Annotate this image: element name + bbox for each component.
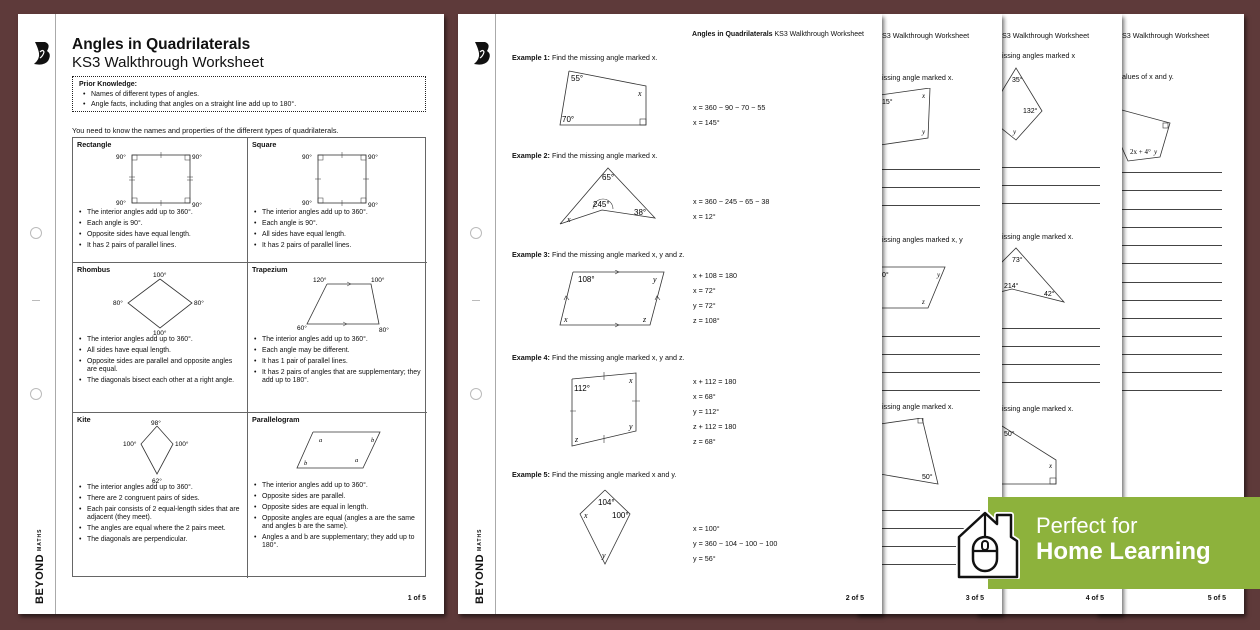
svg-text:108°: 108° [578, 275, 595, 284]
svg-text:42°: 42° [1044, 291, 1055, 298]
parallelogram-diagram [880, 264, 950, 312]
example-5-title: Example 5: Find the missing angle marked x and y. [512, 470, 677, 479]
punch-hole [470, 227, 482, 239]
svg-text:65°: 65° [602, 173, 615, 182]
example-5-diagram [578, 488, 638, 568]
example-4-title: Example 4: Find the missing angle marked x, y and z. [512, 353, 685, 362]
shape-cell-square [248, 138, 427, 263]
example-1-diagram [558, 69, 648, 129]
page-title: Angles in Quadrilaterals [72, 36, 251, 53]
shape-name: Parallelogram [252, 415, 300, 424]
svg-text:x: x [584, 511, 588, 520]
shape-cell-rectangle [73, 138, 248, 263]
svg-text:35°: 35° [1012, 77, 1023, 84]
svg-text:x: x [638, 89, 642, 98]
svg-text:2x + 4°: 2x + 4° [1130, 148, 1151, 156]
page-number: 3 of 5 [965, 595, 984, 602]
shape-fact: • Each angle is 90°. [77, 220, 243, 228]
shape-fact: • The interior angles add up to 360°. [252, 209, 423, 217]
prior-knowledge-item: • Angle facts, including that angles on a straight line add up to 180°. [79, 100, 419, 110]
shape-name: Rhombus [77, 265, 111, 274]
shape-fact: • Each angle is 90°. [252, 220, 423, 228]
shape-cell-kite [73, 413, 248, 578]
page-number: 4 of 5 [1085, 595, 1104, 602]
question-text: issing angles marked x, y [882, 235, 963, 244]
svg-text:z: z [643, 315, 647, 324]
svg-text:90°: 90° [301, 154, 312, 161]
svg-text:y: y [1154, 148, 1158, 156]
prior-knowledge-box [72, 76, 426, 112]
punch-hole [30, 388, 42, 400]
quadrilateral-diagram [880, 88, 940, 148]
shape-fact: • The interior angles add up to 360°. [77, 484, 243, 492]
page-subtitle: KS3 Walkthrough Worksheet [72, 54, 264, 71]
svg-text:80°: 80° [113, 300, 123, 307]
svg-text:y: y [653, 275, 657, 284]
svg-text:73°: 73° [1012, 257, 1023, 264]
svg-text:50°: 50° [922, 474, 933, 481]
svg-text:100°: 100° [175, 441, 189, 448]
banner-line-2: Home Learning [1036, 538, 1211, 565]
page-header: S3 Walkthrough Worksheet [1122, 31, 1210, 40]
example-2-title: Example 2: Find the missing angle marked x. [512, 151, 658, 160]
svg-text:90°: 90° [301, 200, 312, 207]
svg-text:112°: 112° [574, 384, 590, 393]
svg-text:90°: 90° [116, 154, 126, 161]
svg-text:y: y [1013, 128, 1017, 136]
punch-hole [470, 388, 482, 400]
svg-text:100°: 100° [153, 330, 167, 336]
svg-text:70°: 70° [562, 115, 575, 124]
rhombus-diagram [95, 270, 225, 336]
brand-wordmark: BEYONDMATHS [474, 528, 486, 604]
page-header: S3 Walkthrough Worksheet [882, 31, 970, 40]
question-text: issing angle marked x. [882, 73, 954, 82]
shape-fact: • The diagonals are perpendicular. [77, 536, 243, 544]
example-2-solution: x = 360 − 245 − 65 − 38 x = 12° [693, 197, 770, 221]
prior-knowledge-heading: Prior Knowledge: [79, 81, 137, 88]
svg-text:80°: 80° [194, 300, 204, 307]
example-4-solution: x + 112 = 180 x = 68° y = 112° z + 112 = 180 z = 68° [693, 377, 737, 446]
question-text: issing angle marked x. [1002, 232, 1074, 241]
shape-fact: • The diagonals bisect each other at a right angle. [77, 377, 243, 385]
example-2-diagram [558, 166, 658, 228]
prior-knowledge-item: • Names of different types of angles. [79, 90, 419, 100]
quadrilateral-diagram [880, 418, 950, 488]
beyond-logo-icon [32, 40, 52, 66]
svg-text:245°: 245° [593, 200, 610, 209]
svg-text:15°: 15° [882, 99, 893, 106]
shape-name: Trapezium [252, 265, 288, 274]
parallelogram-diagram [273, 422, 403, 482]
svg-text:b: b [303, 460, 307, 467]
shape-fact: • It has 2 pairs of parallel lines. [77, 242, 243, 250]
shape-fact: • The angles are equal where the 2 pairs meet. [77, 525, 243, 533]
example-3-solution: x + 108 = 180 x = 72° y = 72° z = 108° [693, 271, 737, 325]
shape-fact: • It has 2 pairs of parallel lines. [252, 242, 423, 250]
arrowhead-diagram [1000, 246, 1080, 306]
svg-text:104°: 104° [598, 498, 615, 507]
shape-fact: • The interior angles add up to 360°. [252, 336, 423, 344]
intro-text: You need to know the names and properties of the different types of quadrilaterals. [72, 126, 339, 135]
margin-line [55, 14, 56, 614]
svg-text:80°: 80° [378, 327, 389, 334]
shape-fact: • Each pair consists of 2 equal-length sides that are adjacent (they meet). [77, 506, 243, 523]
svg-text:60°: 60° [296, 325, 307, 332]
question-text: alues of x and y. [1122, 72, 1174, 81]
svg-text:y: y [602, 551, 606, 560]
kite-diagram [996, 66, 1056, 146]
svg-text:x: x [922, 92, 926, 100]
svg-text:b: b [370, 437, 374, 444]
trapezium-diagram [273, 270, 403, 336]
svg-text:x: x [629, 376, 633, 385]
shape-fact: • The interior angles add up to 360°. [252, 482, 423, 490]
svg-text:98°: 98° [151, 420, 161, 427]
svg-text:120°: 120° [312, 277, 326, 284]
shape-fact: • All sides have equal length. [77, 347, 243, 355]
svg-text:90°: 90° [192, 202, 202, 209]
svg-text:100°: 100° [612, 511, 629, 520]
svg-text:214°: 214° [1004, 283, 1019, 290]
svg-text:90°: 90° [367, 154, 378, 161]
svg-text:62°: 62° [152, 478, 162, 484]
svg-text:x: x [567, 215, 571, 224]
shape-fact: • Angles a and b are supplementary; they add up to 180°. [252, 534, 423, 551]
svg-text:132°: 132° [1023, 108, 1038, 115]
example-5-solution: x = 100° y = 360 − 104 − 100 − 100 y = 56° [693, 524, 778, 563]
punch-hole [30, 227, 42, 239]
beyond-logo-icon [472, 40, 492, 66]
rectangle-diagram [100, 149, 220, 209]
svg-text:y: y [937, 271, 941, 279]
shape-name: Square [252, 140, 277, 149]
shape-cell-rhombus [73, 263, 248, 413]
pentagon-diagram [1000, 424, 1070, 494]
svg-text:100°: 100° [123, 441, 137, 448]
svg-text:0°: 0° [882, 272, 889, 279]
hole-guide [32, 300, 40, 301]
page-number: 5 of 5 [1207, 595, 1226, 602]
example-1-solution: x = 360 − 90 − 70 − 55 x = 145° [693, 103, 766, 127]
house-mouse-icon [955, 507, 1021, 579]
square-diagram [278, 149, 398, 209]
shape-fact: • Opposite angles are equal (angles a are the same and angles b are the same). [252, 515, 423, 532]
page-header: Angles in Quadrilaterals KS3 Walkthrough Worksheet [692, 31, 864, 38]
pentagon-diagram [1118, 109, 1178, 169]
shape-fact: • It has 1 pair of parallel lines. [252, 358, 423, 366]
svg-text:38°: 38° [634, 208, 647, 217]
shape-cell-trapezium [248, 263, 427, 413]
svg-text:100°: 100° [153, 272, 167, 279]
svg-text:x: x [1049, 462, 1053, 470]
example-3-title: Example 3: Find the missing angle marked x, y and z. [512, 250, 685, 259]
shape-properties-grid [72, 137, 426, 577]
svg-text:90°: 90° [116, 200, 126, 207]
shape-fact: • Opposite sides are parallel. [252, 493, 423, 501]
banner-line-1: Perfect for [1036, 513, 1138, 538]
svg-text:90°: 90° [367, 202, 378, 209]
question-text: issing angle marked x. [1002, 404, 1074, 413]
margin-line [495, 14, 496, 614]
svg-text:x: x [564, 315, 568, 324]
svg-text:a: a [354, 457, 358, 464]
svg-text:90°: 90° [192, 154, 202, 161]
svg-text:y: y [922, 128, 926, 136]
svg-text:y: y [629, 422, 633, 431]
example-1-title: Example 1: Find the missing angle marked x. [512, 53, 658, 62]
home-learning-banner [988, 497, 1260, 589]
hole-guide [472, 300, 480, 301]
shape-fact: • All sides have equal length. [252, 231, 423, 239]
page-header: S3 Walkthrough Worksheet [1002, 31, 1090, 40]
shape-fact: • Opposite sides are equal in length. [252, 504, 423, 512]
shape-fact: • The interior angles add up to 360°. [77, 336, 243, 344]
svg-text:z: z [922, 298, 925, 306]
question-text: issing angles marked x [1002, 51, 1076, 60]
svg-text:100°: 100° [370, 277, 384, 284]
page-number: 2 of 5 [845, 595, 864, 602]
shape-fact: • Opposite sides have equal length. [77, 231, 243, 239]
example-3-diagram [558, 270, 668, 330]
shape-fact: • Each angle may be different. [252, 347, 423, 355]
page-number: 1 of 5 [407, 595, 426, 602]
shape-fact: • Opposite sides are parallel and opposite angles are equal. [77, 358, 243, 375]
question-text: issing angle marked x. [882, 402, 954, 411]
shape-fact: • It has 2 pairs of angles that are supplementary; they add up to 180°. [252, 369, 423, 386]
svg-text:z: z [575, 435, 579, 444]
svg-text:55°: 55° [571, 74, 584, 83]
shape-name: Kite [77, 415, 91, 424]
shape-fact: • There are 2 congruent pairs of sides. [77, 495, 243, 503]
shape-name: Rectangle [77, 140, 112, 149]
kite-diagram [95, 418, 225, 484]
svg-text:50°: 50° [1004, 431, 1015, 438]
svg-text:a: a [318, 437, 322, 444]
shape-cell-parallelogram [248, 413, 427, 578]
brand-wordmark: BEYONDMATHS [34, 528, 46, 604]
shape-fact: • The interior angles add up to 360°. [77, 209, 243, 217]
worksheet-page-1 [18, 14, 444, 614]
example-4-diagram [570, 371, 640, 451]
worksheet-page-2 [458, 14, 882, 614]
